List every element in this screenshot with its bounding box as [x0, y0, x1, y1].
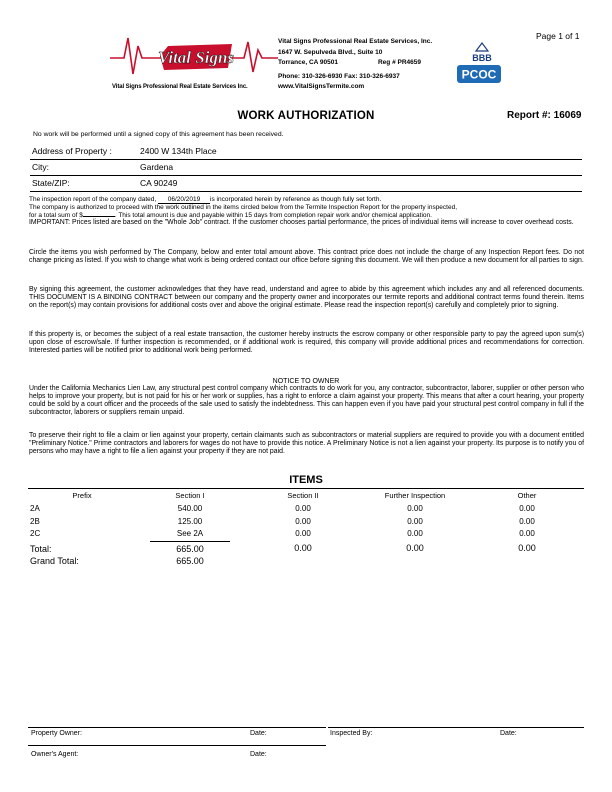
table-cell[interactable]: 0.00 [519, 529, 535, 538]
svg-text:PCOC: PCOC [461, 67, 497, 82]
company-info [278, 37, 432, 93]
owner-signature-line[interactable] [28, 727, 326, 728]
total-label: Total: [30, 544, 52, 554]
items-divider [28, 488, 584, 489]
col-further-inspection: Further Inspection [384, 491, 446, 500]
company-logo [110, 28, 278, 84]
city-label: City: [32, 162, 49, 172]
company-phone: Phone: 310-326-6930 Fax: 310-326-6937 [278, 72, 400, 80]
company-name: Vital Signs Professional Real Estate Services, Inc. [278, 38, 433, 45]
inspection-paragraph: The inspection report of the company dated, 06/20/2019 is incorporated herein by reference as though fully set forth. The company is authorized to proceed with the work outlined in the items circled below from the Termite Inspection Report for the property inspected, for a total sum of $ . This total amount is due and payable within 15 days from completion repair work and/or chemical application. IMPORTANT: Prices listed are based on the "Whole Job" contract. If the customer chooses partial performance, the prices of individual items will increase to cover overhead costs. [29, 196, 574, 226]
statezip-label: State/ZIP: [32, 178, 70, 188]
report-number: Report #: 16069 [507, 110, 582, 121]
logo-text: Vital Signs [157, 48, 235, 67]
items-title: ITEMS [289, 474, 323, 486]
total-rule [150, 541, 230, 542]
table-cell[interactable]: 125.00 [177, 517, 203, 526]
table-cell[interactable]: See 2A [176, 529, 204, 538]
signed-copy-note: No work will be performed until a signed copy of this agreement has been received. [33, 131, 284, 138]
company-caption: Vital Signs Professional Real Estate Services Inc. [112, 84, 248, 90]
city-value[interactable]: Gardena [140, 162, 174, 172]
pcoc-badge [456, 64, 502, 84]
notice-title: NOTICE TO OWNER [272, 378, 340, 385]
company-address: 1647 W. Sepulveda Blvd., Suite 10 [278, 48, 383, 56]
escrow-paragraph: If this property is, or becomes the subject of a real estate transaction, the customer hereby instructs the escrow company or other responsible party to pay the agreed upon sum(s) upon close of escrow/sale. If further inspection is recommended, or if additional work is required, this company will provide additional prices and recommendations for correction. Interested parties will be notified prior to additional work being performed. [29, 331, 584, 354]
table-cell[interactable]: 0.00 [295, 504, 311, 513]
svg-text:BBB: BBB [472, 53, 492, 63]
notice-paragraph-1: Under the California Mechanics Lien Law, any structural pest control company which contracts to do work for you, any contractor, subcontractor, laborer, supplier or other person who helps to improve your property, but is not paid for his or her work or supplies, has a right to enforce a claim against your property. This means that after a court hearing, your property could be sold by a court officer and the proceeds of the sale used to satisfy the indebtedness. This can happen even if you have paid your structural pest control company in full if the subcontractor, laborers or suppliers remain unpaid. [29, 385, 584, 416]
table-cell[interactable]: 0.00 [407, 504, 423, 513]
page-number: Page 1 of 1 [536, 31, 580, 41]
page-title: WORK AUTHORIZATION [237, 110, 375, 122]
company-reg: Reg # PR4659 [377, 59, 421, 66]
owner-label: Property Owner: [31, 730, 82, 737]
col-section-1: Section I [175, 491, 205, 500]
owner-date-label: Date: [250, 730, 267, 737]
total-other: 0.00 [518, 543, 536, 553]
col-section-2: Section II [287, 491, 319, 500]
total-further-inspection: 0.00 [406, 543, 424, 553]
col-other: Other [517, 491, 537, 500]
table-cell[interactable]: 0.00 [295, 529, 311, 538]
binding-contract-paragraph: By signing this agreement, the customer acknowledges that they have read, understand and agree to abide by this agreement which includes any and all referenced documents. THIS DOCUMENT IS A BINDING CONTRACT between our company and the property owner and incorporates our termite reports and additional contract terms found therein. Items on the report(s) may contain provisions for additional costs over and above the original estimate. Please read the inspection report(s) carefully and completely prior to signing. [29, 286, 584, 309]
table-cell[interactable]: 0.00 [407, 529, 423, 538]
total-sum-blank[interactable] [83, 216, 115, 217]
property-statezip-row [30, 175, 582, 192]
agent-date-label: Date: [250, 751, 267, 758]
inspected-by-label: Inspected By: [330, 730, 373, 737]
table-row-prefix: 2A [30, 504, 40, 513]
table-cell[interactable]: 0.00 [407, 517, 423, 526]
table-cell[interactable]: 0.00 [295, 517, 311, 526]
grand-total-label: Grand Total: [30, 556, 79, 566]
agent-label: Owner's Agent: [31, 751, 79, 758]
company-city: Torrance, CA 90501 [278, 59, 338, 66]
company-website[interactable]: www.VitalSignsTermite.com [278, 83, 365, 90]
table-cell[interactable]: 0.00 [519, 504, 535, 513]
property-address-row [30, 143, 582, 160]
inspector-signature-line[interactable] [328, 727, 584, 728]
inspection-date[interactable]: 06/20/2019 [158, 196, 210, 204]
bbb-badge [466, 41, 498, 65]
address-label: Address of Property : [32, 146, 112, 156]
statezip-value[interactable]: CA 90249 [140, 178, 178, 188]
table-row-prefix: 2B [30, 517, 40, 526]
table-cell[interactable]: 540.00 [177, 504, 203, 513]
total-section-1: 665.00 [176, 544, 204, 554]
total-section-2: 0.00 [294, 543, 312, 553]
table-cell[interactable]: 0.00 [519, 517, 535, 526]
circle-items-paragraph: Circle the items you wish performed by The Company, below and enter total amount above. This contract price does not include the charge of any Inspection Report fees. Do not change pricing as listed. If you wish to change what work is being ordered contact our office before signing this document. We will then produce a new document for all parties to sign. [29, 249, 584, 264]
table-row-prefix: 2C [30, 529, 41, 538]
notice-paragraph-2: To preserve their right to file a claim or lien against your property, certain claimants such as subcontractors or material suppliers are required to provide you with a document entitled "Preliminary Notice." Prime contractors and laborers for wages do not have to provide this notice. A Preliminary Notice is not a lien against your property. Its purpose is to notify you of persons who may have a right to file a lien against your property if they are not paid. [29, 432, 584, 455]
address-value[interactable]: 2400 W 134th Place [140, 146, 217, 156]
col-prefix: Prefix [72, 491, 92, 500]
inspector-date-label: Date: [500, 730, 517, 737]
property-city-row [30, 159, 582, 176]
grand-total-value: 665.00 [176, 556, 204, 566]
agent-signature-line[interactable] [28, 745, 326, 746]
